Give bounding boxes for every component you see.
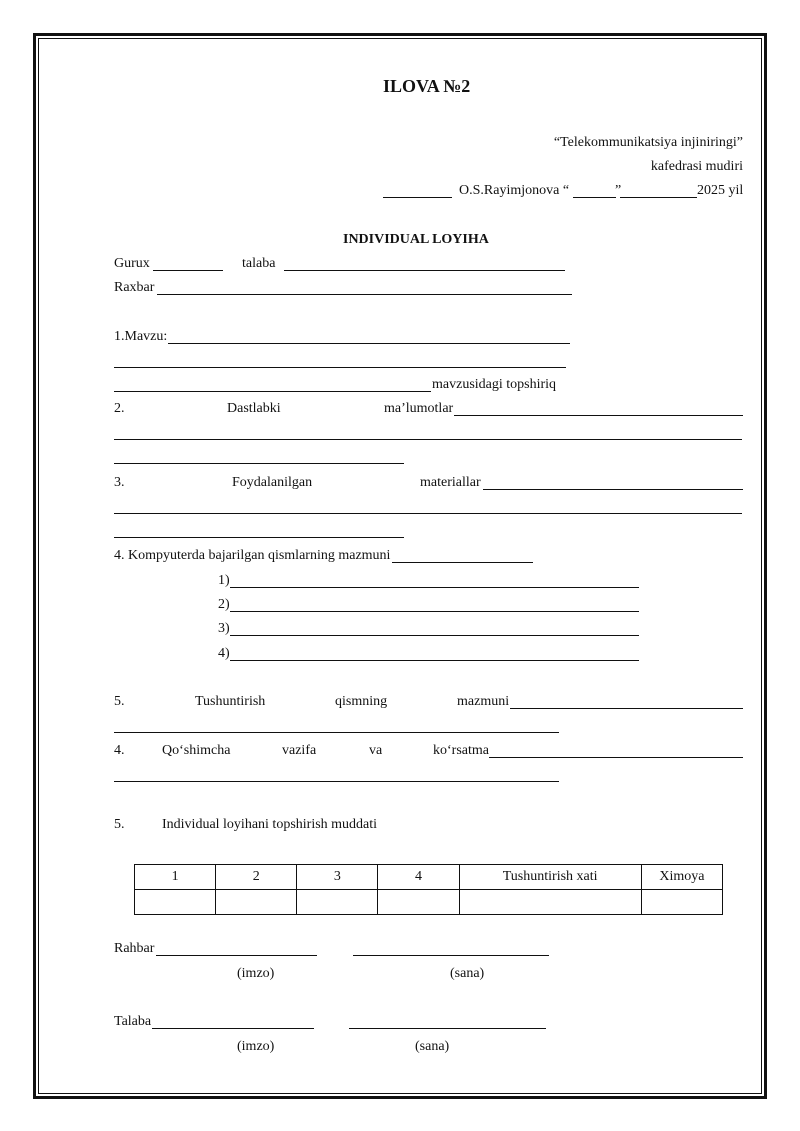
item2-blank-3	[114, 463, 404, 464]
table-header-row	[135, 865, 723, 890]
department-head-label: kafedrasi mudiri	[650, 159, 743, 174]
item7-label: Individual loyihani topshirish muddati	[162, 817, 378, 832]
item4-sub-3-blank	[230, 635, 639, 636]
page-title: ILOVA №2	[383, 76, 471, 96]
group-label: Gurux	[114, 256, 150, 271]
table-cell	[641, 890, 722, 915]
quote-close: ”	[615, 183, 622, 198]
signature-blank	[383, 197, 452, 198]
table-row	[135, 890, 723, 915]
item6-word4: ko‘rsatma	[433, 743, 489, 758]
supervisor-date-blank	[353, 955, 549, 956]
supervisor-signature-blank	[156, 955, 317, 956]
item5-word3: mazmuni	[457, 694, 510, 709]
table-header-cell: Tushuntirish xati	[459, 865, 641, 890]
group-blank	[153, 270, 223, 271]
item2-blank-2	[114, 439, 742, 440]
deadline-table	[134, 864, 723, 915]
item6-blank-2	[114, 781, 559, 782]
topic-blank-3	[114, 391, 431, 392]
item4-blank	[392, 562, 533, 563]
item4-sub-1: 1)	[218, 573, 230, 588]
topic-blank-2	[114, 367, 566, 368]
item6-blank-1	[489, 757, 743, 758]
student-blank	[284, 270, 565, 271]
supervisor-signature-caption: (imzo)	[237, 966, 275, 981]
item3-word2: materiallar	[420, 475, 481, 490]
item4-label: 4. Kompyuterda bajarilgan qismlarning mazmuni	[114, 548, 391, 563]
student-signature-label: Talaba	[114, 1014, 152, 1029]
item6-word2: vazifa	[282, 743, 317, 758]
head-name: O.S.Rayimjonova “	[459, 183, 570, 198]
item4-sub-1-blank	[230, 587, 639, 588]
supervisor-date-caption: (sana)	[450, 966, 485, 981]
table-header-cell: 4	[378, 865, 459, 890]
item5-word2: qismning	[335, 694, 388, 709]
department-name: “Telekommunikatsiya injiniringi”	[553, 135, 743, 150]
item2-word2: ma’lumotlar	[384, 401, 454, 416]
item2-word1: Dastlabki	[227, 401, 281, 416]
student-date-caption: (sana)	[415, 1039, 450, 1054]
table-cell	[135, 890, 216, 915]
item4-sub-2-blank	[230, 611, 639, 612]
year-text: 2025 yil	[697, 183, 744, 198]
item3-blank-3	[114, 537, 404, 538]
student-label: talaba	[242, 256, 276, 271]
day-blank	[573, 197, 616, 198]
item2-number: 2.	[114, 401, 125, 416]
table-header-cell: Ximoya	[641, 865, 722, 890]
supervisor-signature-label: Rahbar	[114, 941, 155, 956]
item5-blank-1	[510, 708, 743, 709]
item3-blank-2	[114, 513, 742, 514]
table-cell	[378, 890, 459, 915]
item4-sub-2: 2)	[218, 597, 230, 612]
table-cell	[459, 890, 641, 915]
item4-sub-4: 4)	[218, 646, 230, 661]
topic-blank-1	[168, 343, 570, 344]
item5-number: 5.	[114, 694, 125, 709]
table-cell	[297, 890, 378, 915]
month-blank	[620, 197, 697, 198]
item6-word1: Qo‘shimcha	[162, 743, 231, 758]
table-header-cell: 2	[216, 865, 297, 890]
supervisor-label: Raxbar	[114, 280, 155, 295]
item4-sub-3: 3)	[218, 621, 230, 636]
table-cell	[216, 890, 297, 915]
supervisor-blank	[157, 294, 572, 295]
document-subtitle: INDIVIDUAL LOYIHA	[343, 232, 489, 247]
item5-blank-2	[114, 732, 559, 733]
student-signature-blank	[152, 1028, 314, 1029]
item4-sub-4-blank	[230, 660, 639, 661]
table-header-cell: 3	[297, 865, 378, 890]
item2-blank-1	[454, 415, 743, 416]
item3-word1: Foydalanilgan	[232, 475, 313, 490]
item6-number: 4.	[114, 743, 125, 758]
item7-number: 5.	[114, 817, 125, 832]
item5-word1: Tushuntirish	[195, 694, 266, 709]
item3-blank-1	[483, 489, 743, 490]
student-signature-caption: (imzo)	[237, 1039, 275, 1054]
item3-number: 3.	[114, 475, 125, 490]
item6-word3: va	[369, 743, 383, 758]
topic-label: 1.Mavzu:	[114, 329, 168, 344]
student-date-blank	[349, 1028, 546, 1029]
table-header-cell: 1	[135, 865, 216, 890]
topic-suffix: mavzusidagi topshiriq	[432, 377, 557, 392]
